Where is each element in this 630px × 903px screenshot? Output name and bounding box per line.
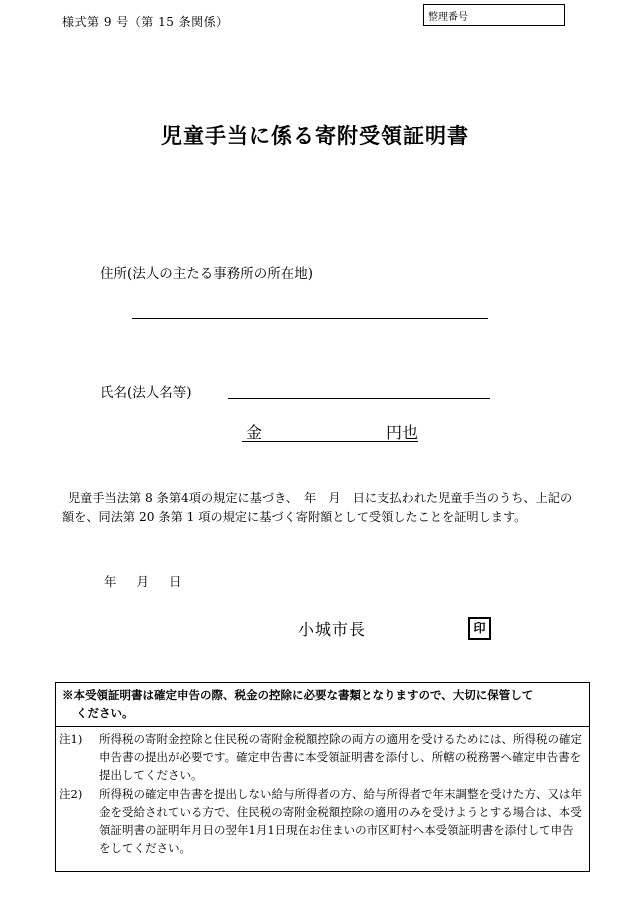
issuer-name: 小城市長	[298, 620, 367, 639]
note-1	[59, 730, 584, 784]
note-1-tag: 注1)	[59, 732, 83, 746]
amount-field[interactable]	[242, 420, 418, 442]
notes-header-line1: ※本受領証明書は確定申告の際、税金の控除に必要な書類となりますので、大切に保管して	[62, 688, 534, 702]
document-title: 児童手当に係る寄附受領証明書	[161, 123, 469, 148]
note-2-tag: 注2)	[59, 787, 83, 801]
reference-number-label: 整理番号	[428, 12, 468, 23]
notes-header-line2: ください。	[76, 706, 134, 720]
notes-header	[56, 683, 589, 727]
address-label: 住所(法人の主たる事務所の所在地)	[100, 266, 314, 282]
notes-box	[55, 682, 590, 872]
note-2	[59, 785, 584, 857]
amount-suffix: 円也	[385, 423, 418, 442]
amount-prefix: 金	[246, 423, 263, 442]
reference-number-box	[423, 4, 565, 26]
issue-date: 年 月 日	[104, 574, 182, 589]
note-1-text: 所得税の寄附金控除と住民税の寄附金税額控除の両方の適用を受けるためには、所得税の確定申告書の提出が必要です。確定申告書に本受領証明書を添付し、所轄の税務署へ確定申告書を提出してください。	[99, 732, 582, 782]
address-line[interactable]	[132, 318, 488, 319]
note-2-text: 所得税の確定申告書を提出しない給与所得者の方、給与所得者で年末調整を受けた方、又は年金を受給されている方で、住民税の寄附金税額控除の適用のみを受けようとする場合は、本受領証明書の証明年月日の翌年1月1日現在お住まいの市区町村へ本受領証明書を添付して申告をしてください。	[99, 787, 582, 855]
name-label: 氏名(法人名等)	[100, 385, 192, 401]
form-number: 様式第 9 号（第 15 条関係）	[62, 15, 229, 29]
name-line[interactable]	[228, 398, 490, 399]
certification-text: 児童手当法第 8 条第4項の規定に基づき、 年 月 日に支払われた児童手当のうち、上記の額を、同法第 20 条第 1 項の規定に基づく寄附額として受領したことを証明します。	[62, 491, 573, 524]
seal-stamp: 印	[468, 617, 491, 640]
